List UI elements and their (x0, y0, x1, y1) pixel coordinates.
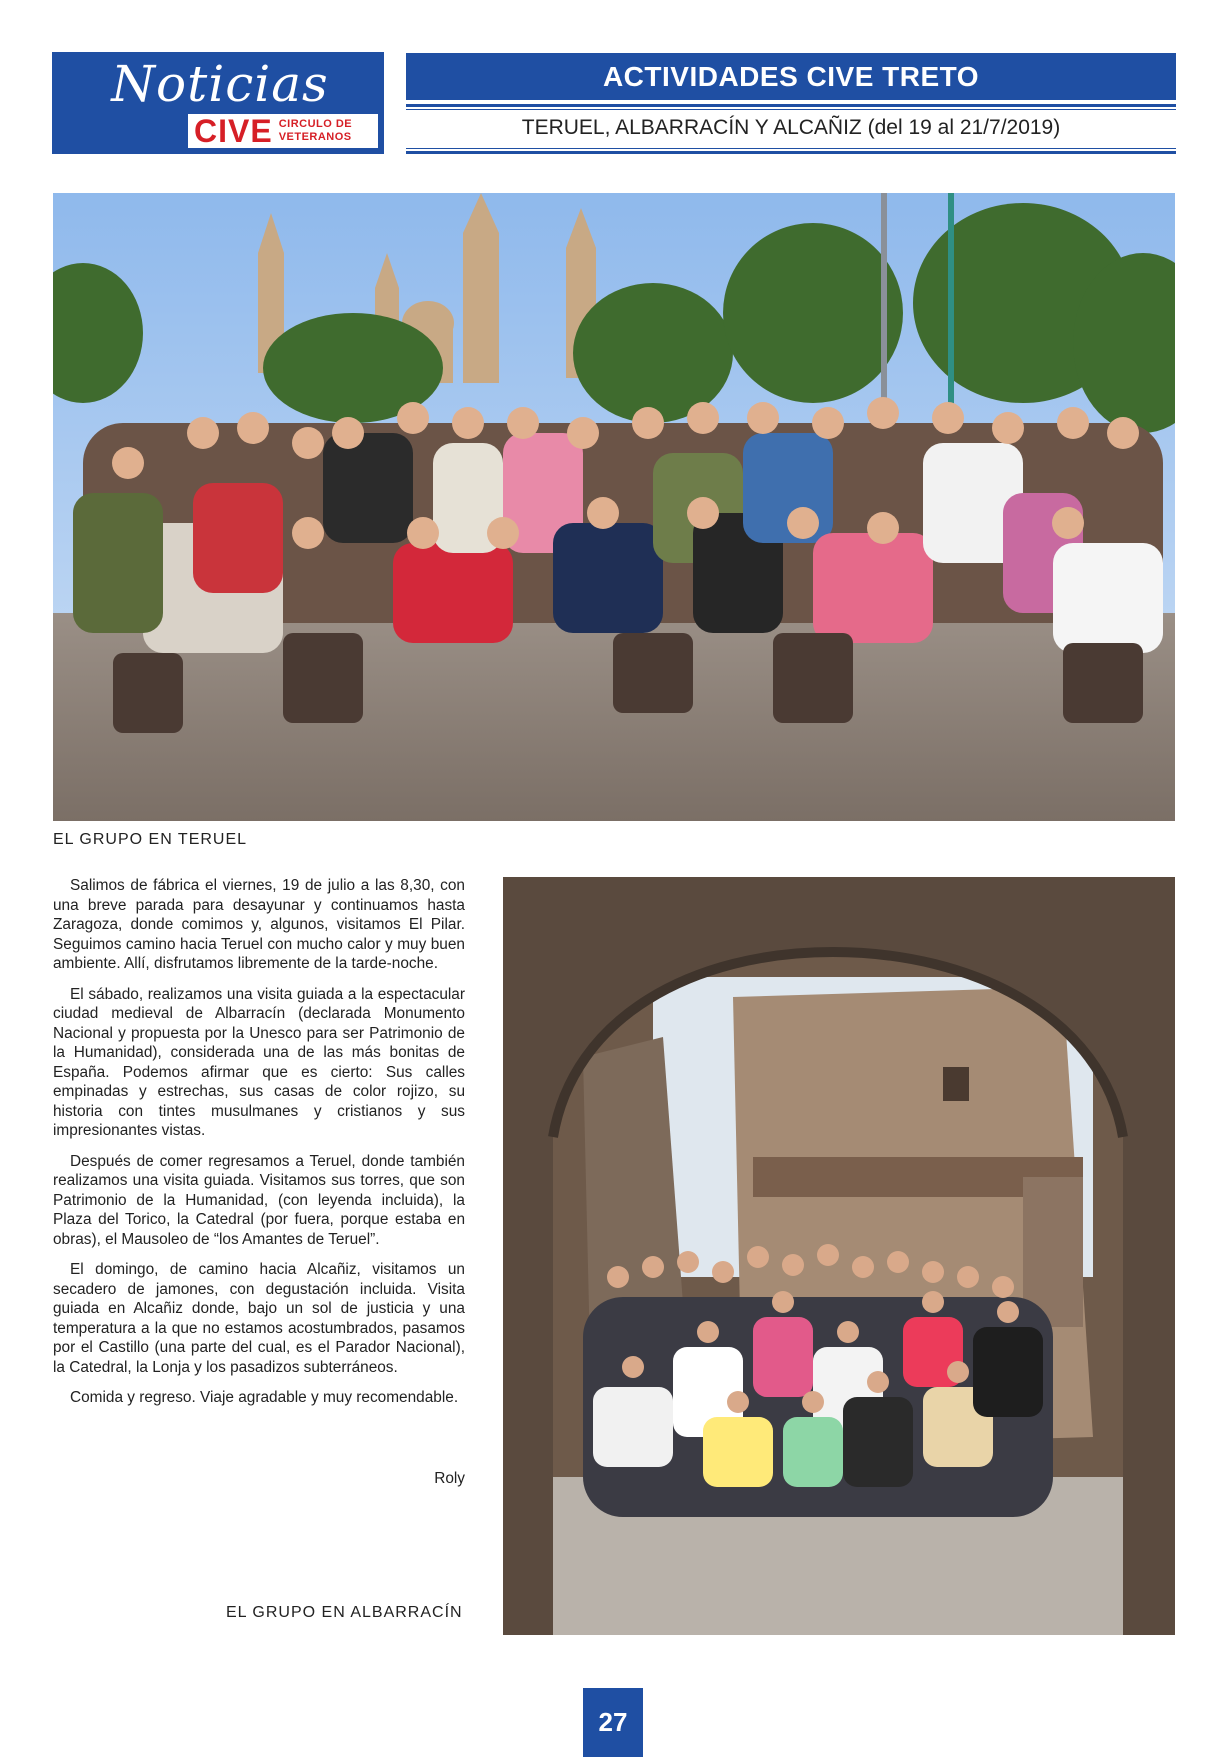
albarracin-photo-caption: EL GRUPO EN ALBARRACÍN (226, 1604, 463, 1621)
logo-brand: CIVE (194, 113, 273, 149)
logo-brand-strip (188, 114, 378, 148)
header-rule-bottom (406, 148, 1176, 154)
article-paragraph: Salimos de fábrica el viernes, 19 de julio a las 8,30, con una breve parada para desayunar y continuamos hasta Zaragoza, donde comimos y, algunos, visitamos El Pilar. Seguimos camino hacia Teruel con mucho calor y muy buen ambiente. Allí, disfrutamos libremente de la tarde-noche. (53, 877, 465, 972)
noticias-cive-logo (52, 52, 384, 154)
logo-sub-line1: CIRCULO DE (278, 118, 353, 130)
teruel-group-photo (53, 193, 1175, 821)
logo-subtitle (279, 118, 352, 144)
article-paragraph: El sábado, realizamos una visita guiada a la espectacular ciudad medieval de Albarracín (declarada Monumento Nacional y propuesta por la Unesco para ser Patrimonio de la Humanidad), considerada una de las más bonitas de España. Podemos afirmar que es cierto: Sus calles empinadas y estrechas, sus casas de color rojizo, su historia con tintes musulmanes y cristianos y sus impresionantes vistas. (53, 985, 465, 1139)
logo-title: Noticias (111, 55, 329, 113)
teruel-photo-caption: EL GRUPO EN TERUEL (53, 831, 248, 848)
article-author: Roly (434, 1470, 465, 1487)
section-title: ACTIVIDADES CIVE TRETO (406, 53, 1176, 100)
article-body (53, 876, 465, 1419)
article-paragraph: Comida y regreso. Viaje agradable y muy recomendable. (70, 1389, 459, 1406)
page-number: 27 (583, 1688, 643, 1757)
logo-sub-line2: VETERANOS (278, 131, 352, 143)
page-subtitle: TERUEL, ALBARRACÍN Y ALCAÑIZ (del 19 al 21/7/2019) (521, 116, 1061, 139)
albarracin-group-photo (503, 877, 1175, 1635)
article-paragraph: El domingo, de camino hacia Alcañiz, visitamos un secadero de jamones, con degustación incluida. Visita guiada en Alcañiz donde, bajo un sol de justicia y una temperatura a la que no estamos acostumbrados, pasamos por el Castillo (una parte del cual, es el Parador Nacional), la Catedral, la Lonja y los pasadizos subterráneos. (53, 1261, 465, 1376)
article-paragraph: Después de comer regresamos a Teruel, donde también realizamos una visita guiada. Visitamos sus torres, que son Patrimonio de la Humanidad, (con leyenda incluida), la Plaza del Torico, la Catedral (por fuera, porque estaba en obras), el Mausoleo de “los Amantes de Teruel”. (53, 1152, 465, 1248)
